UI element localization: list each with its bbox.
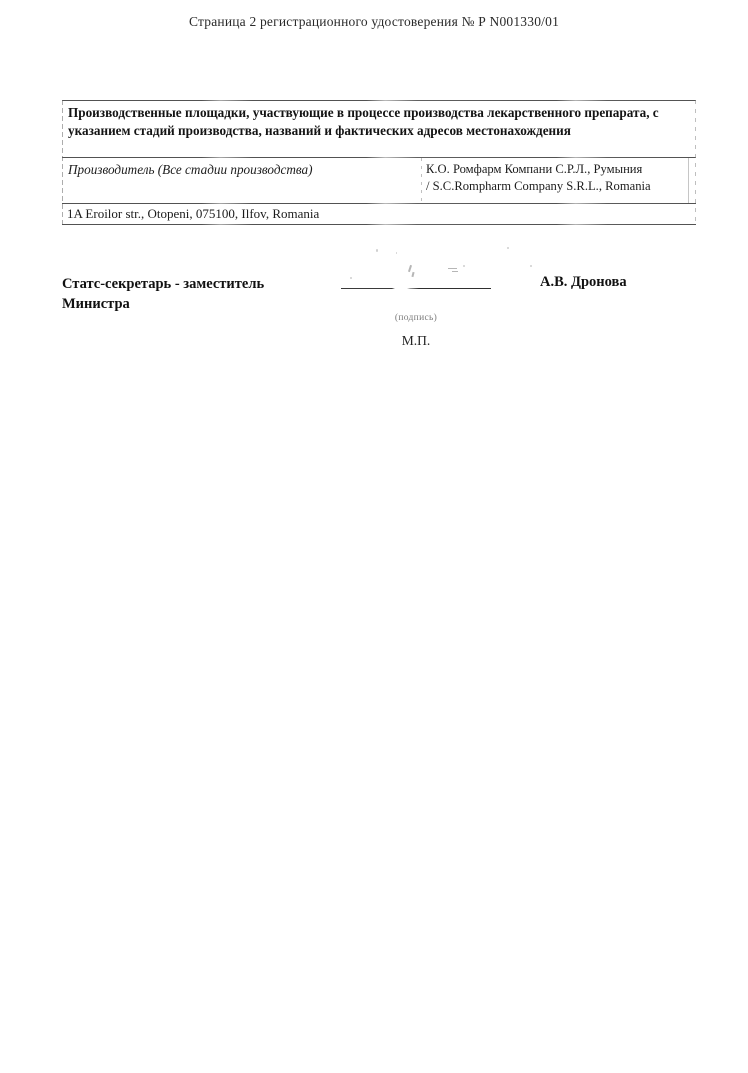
signatory-name: А.В. Дронова xyxy=(540,274,627,290)
scan-speckle xyxy=(530,265,532,267)
signature-mark xyxy=(448,268,457,269)
table-border-left xyxy=(62,100,63,224)
signatory-title: Статс-секретарь - заместитель Министра xyxy=(62,276,265,312)
scan-speckle xyxy=(376,249,378,252)
manufacturer-address-cell: 1A Eroilor str., Otopeni, 075100, Ilfov, Romania xyxy=(67,206,320,221)
table-border-row2 xyxy=(62,203,696,204)
table-border-row1 xyxy=(62,157,696,158)
signature-mark xyxy=(411,272,414,277)
signature-caption: (подпись) xyxy=(394,313,438,323)
stamp-place-marker: М.П. xyxy=(401,333,431,348)
scan-speckle xyxy=(463,265,465,267)
table-column-divider xyxy=(421,158,422,203)
scan-speckle xyxy=(396,252,397,254)
signature-mark xyxy=(452,271,458,272)
page-header-line: Страница 2 регистрационного удостоверения № Р N001330/01 xyxy=(188,14,560,29)
table-border-bottom xyxy=(62,224,696,225)
manufacturer-name-ru: К.О. Ромфарм Компани С.Р.Л., Румыния xyxy=(426,162,643,176)
signature-line xyxy=(341,288,491,289)
manufacturer-name-cell xyxy=(426,161,690,195)
table-border-right xyxy=(695,100,696,224)
signature-mark xyxy=(408,265,412,272)
table-border-top xyxy=(62,100,696,101)
scan-speckle xyxy=(507,247,509,249)
manufacturer-role-cell: Производитель (Все стадии производства) xyxy=(68,162,313,177)
table-header-cell: Производственные площадки, участвующие в процессе производства лекарственного препарата, с указанием стадий производства, названий и фактических адресов местонахождения xyxy=(68,105,659,138)
scan-speckle xyxy=(350,277,352,279)
manufacturer-name-en: / S.C.Rompharm Company S.R.L., Romania xyxy=(426,179,651,193)
